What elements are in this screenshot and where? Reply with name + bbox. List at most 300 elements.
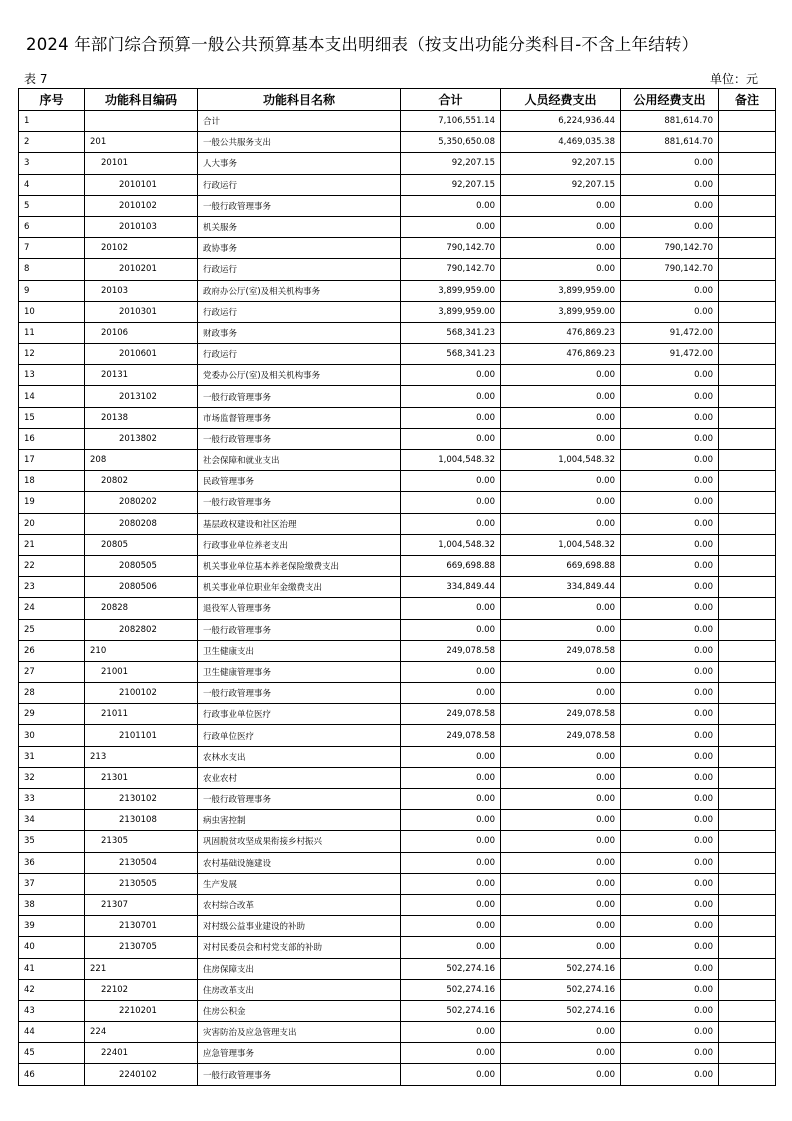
function-code: 20102 [85, 238, 198, 259]
note [719, 810, 776, 831]
function-name: 合计 [198, 111, 401, 132]
note [719, 598, 776, 619]
function-code: 201 [85, 132, 198, 153]
total-amount: 92,207.15 [401, 153, 501, 174]
function-name: 市场监督管理事务 [198, 407, 401, 428]
function-code: 2130505 [85, 873, 198, 894]
personnel-amount: 0.00 [501, 238, 621, 259]
total-amount: 3,899,959.00 [401, 280, 501, 301]
note [719, 174, 776, 195]
personnel-amount: 92,207.15 [501, 174, 621, 195]
public-amount: 91,472.00 [621, 322, 719, 343]
note [719, 979, 776, 1000]
row-number: 20 [19, 513, 85, 534]
note [719, 386, 776, 407]
public-amount: 0.00 [621, 428, 719, 449]
function-code: 2010601 [85, 344, 198, 365]
table-row [19, 958, 776, 979]
header-personnel: 人员经费支出 [501, 89, 621, 111]
total-amount: 502,274.16 [401, 979, 501, 1000]
row-number: 19 [19, 492, 85, 513]
personnel-amount: 249,078.58 [501, 640, 621, 661]
function-name: 一般公共服务支出 [198, 132, 401, 153]
row-number: 18 [19, 471, 85, 492]
total-amount: 568,341.23 [401, 344, 501, 365]
function-name: 一般行政管理事务 [198, 789, 401, 810]
public-amount: 0.00 [621, 534, 719, 555]
total-amount: 502,274.16 [401, 958, 501, 979]
note [719, 322, 776, 343]
function-name: 卫生健康支出 [198, 640, 401, 661]
note [719, 1022, 776, 1043]
table-row [19, 1064, 776, 1085]
personnel-amount: 0.00 [501, 216, 621, 237]
note [719, 937, 776, 958]
total-amount: 0.00 [401, 216, 501, 237]
table-row [19, 259, 776, 280]
table-row [19, 471, 776, 492]
table-row [19, 937, 776, 958]
total-amount: 0.00 [401, 492, 501, 513]
table-row [19, 894, 776, 915]
function-code: 20828 [85, 598, 198, 619]
personnel-amount: 476,869.23 [501, 344, 621, 365]
table-row [19, 1000, 776, 1021]
personnel-amount: 0.00 [501, 1043, 621, 1064]
function-name: 行政运行 [198, 344, 401, 365]
table-row [19, 513, 776, 534]
row-number: 2 [19, 132, 85, 153]
row-number: 14 [19, 386, 85, 407]
function-name: 农村综合改革 [198, 894, 401, 915]
note [719, 725, 776, 746]
function-code: 2240102 [85, 1064, 198, 1085]
table-row [19, 1043, 776, 1064]
table-row [19, 810, 776, 831]
row-number: 5 [19, 195, 85, 216]
function-code: 210 [85, 640, 198, 661]
total-amount: 0.00 [401, 937, 501, 958]
table-row [19, 132, 776, 153]
public-amount: 0.00 [621, 280, 719, 301]
function-name: 灾害防治及应急管理支出 [198, 1022, 401, 1043]
public-amount: 0.00 [621, 577, 719, 598]
function-code: 20131 [85, 365, 198, 386]
function-code: 22401 [85, 1043, 198, 1064]
table-row [19, 195, 776, 216]
function-code: 2013802 [85, 428, 198, 449]
personnel-amount: 669,698.88 [501, 555, 621, 576]
function-code: 2082802 [85, 619, 198, 640]
table-row [19, 534, 776, 555]
total-amount: 0.00 [401, 810, 501, 831]
note [719, 958, 776, 979]
row-number: 15 [19, 407, 85, 428]
function-code: 20805 [85, 534, 198, 555]
note [719, 873, 776, 894]
table-row [19, 174, 776, 195]
header-row [19, 89, 776, 111]
total-amount: 790,142.70 [401, 259, 501, 280]
personnel-amount: 249,078.58 [501, 725, 621, 746]
function-name: 农村基础设施建设 [198, 852, 401, 873]
public-amount: 0.00 [621, 1064, 719, 1085]
total-amount: 0.00 [401, 598, 501, 619]
table-row [19, 916, 776, 937]
total-amount: 7,106,551.14 [401, 111, 501, 132]
note [719, 789, 776, 810]
function-code: 20103 [85, 280, 198, 301]
personnel-amount: 1,004,548.32 [501, 450, 621, 471]
total-amount: 0.00 [401, 683, 501, 704]
total-amount: 0.00 [401, 619, 501, 640]
total-amount: 0.00 [401, 894, 501, 915]
table-row [19, 365, 776, 386]
personnel-amount: 0.00 [501, 916, 621, 937]
row-number: 6 [19, 216, 85, 237]
function-name: 住房保障支出 [198, 958, 401, 979]
row-number: 12 [19, 344, 85, 365]
public-amount: 0.00 [621, 873, 719, 894]
function-name: 一般行政管理事务 [198, 492, 401, 513]
function-name: 基层政权建设和社区治理 [198, 513, 401, 534]
function-code: 2013102 [85, 386, 198, 407]
public-amount: 0.00 [621, 619, 719, 640]
total-amount: 334,849.44 [401, 577, 501, 598]
function-code: 213 [85, 746, 198, 767]
row-number: 43 [19, 1000, 85, 1021]
function-code: 20101 [85, 153, 198, 174]
note [719, 259, 776, 280]
function-code: 21011 [85, 704, 198, 725]
total-amount: 5,350,650.08 [401, 132, 501, 153]
row-number: 46 [19, 1064, 85, 1085]
function-code: 2010101 [85, 174, 198, 195]
note [719, 1043, 776, 1064]
note [719, 216, 776, 237]
public-amount: 0.00 [621, 492, 719, 513]
row-number: 41 [19, 958, 85, 979]
note [719, 534, 776, 555]
row-number: 16 [19, 428, 85, 449]
function-code: 2080202 [85, 492, 198, 513]
table-row [19, 577, 776, 598]
table-row [19, 386, 776, 407]
function-name: 一般行政管理事务 [198, 386, 401, 407]
row-number: 35 [19, 831, 85, 852]
note [719, 238, 776, 259]
total-amount: 1,004,548.32 [401, 450, 501, 471]
note [719, 555, 776, 576]
personnel-amount: 1,004,548.32 [501, 534, 621, 555]
total-amount: 0.00 [401, 365, 501, 386]
function-name: 政府办公厅(室)及相关机构事务 [198, 280, 401, 301]
personnel-amount: 0.00 [501, 767, 621, 788]
row-number: 36 [19, 852, 85, 873]
function-name: 巩固脱贫攻坚成果衔接乡村振兴 [198, 831, 401, 852]
personnel-amount: 0.00 [501, 619, 621, 640]
total-amount: 249,078.58 [401, 640, 501, 661]
personnel-amount: 0.00 [501, 789, 621, 810]
table-body [19, 111, 776, 1086]
function-code: 21305 [85, 831, 198, 852]
note [719, 661, 776, 682]
table-row [19, 704, 776, 725]
row-number: 25 [19, 619, 85, 640]
public-amount: 881,614.70 [621, 132, 719, 153]
table-row [19, 322, 776, 343]
note [719, 450, 776, 471]
table-row [19, 301, 776, 322]
function-code: 2130701 [85, 916, 198, 937]
table-row [19, 767, 776, 788]
public-amount: 0.00 [621, 1043, 719, 1064]
personnel-amount: 0.00 [501, 471, 621, 492]
function-code: 21307 [85, 894, 198, 915]
function-name: 退役军人管理事务 [198, 598, 401, 619]
row-number: 26 [19, 640, 85, 661]
function-code: 2080208 [85, 513, 198, 534]
function-code: 2010201 [85, 259, 198, 280]
function-name: 行政运行 [198, 174, 401, 195]
function-name: 财政事务 [198, 322, 401, 343]
note [719, 1000, 776, 1021]
public-amount: 0.00 [621, 513, 719, 534]
note [719, 195, 776, 216]
public-amount: 0.00 [621, 407, 719, 428]
function-name: 农林水支出 [198, 746, 401, 767]
note [719, 1064, 776, 1085]
function-code: 20106 [85, 322, 198, 343]
public-amount: 0.00 [621, 704, 719, 725]
personnel-amount: 0.00 [501, 852, 621, 873]
total-amount: 1,004,548.32 [401, 534, 501, 555]
function-code: 2010103 [85, 216, 198, 237]
personnel-amount: 0.00 [501, 513, 621, 534]
public-amount: 0.00 [621, 937, 719, 958]
table-row [19, 683, 776, 704]
function-name: 党委办公厅(室)及相关机构事务 [198, 365, 401, 386]
total-amount: 0.00 [401, 831, 501, 852]
table-row [19, 492, 776, 513]
function-name: 行政事业单位养老支出 [198, 534, 401, 555]
row-number: 8 [19, 259, 85, 280]
header-note: 备注 [719, 89, 776, 111]
total-amount: 3,899,959.00 [401, 301, 501, 322]
row-number: 30 [19, 725, 85, 746]
function-name: 行政单位医疗 [198, 725, 401, 746]
function-code: 2130102 [85, 789, 198, 810]
total-amount: 92,207.15 [401, 174, 501, 195]
personnel-amount: 0.00 [501, 407, 621, 428]
public-amount: 0.00 [621, 598, 719, 619]
row-number: 21 [19, 534, 85, 555]
table-row [19, 640, 776, 661]
table-number: 表 7 [24, 72, 48, 86]
function-code: 208 [85, 450, 198, 471]
function-name: 人大事务 [198, 153, 401, 174]
function-code: 2010102 [85, 195, 198, 216]
public-amount: 0.00 [621, 640, 719, 661]
row-number: 39 [19, 916, 85, 937]
table-row [19, 598, 776, 619]
public-amount: 0.00 [621, 831, 719, 852]
public-amount: 0.00 [621, 725, 719, 746]
table-row [19, 746, 776, 767]
personnel-amount: 92,207.15 [501, 153, 621, 174]
public-amount: 0.00 [621, 979, 719, 1000]
personnel-amount: 3,899,959.00 [501, 280, 621, 301]
table-row [19, 831, 776, 852]
row-number: 22 [19, 555, 85, 576]
row-number: 42 [19, 979, 85, 1000]
function-name: 生产发展 [198, 873, 401, 894]
public-amount: 0.00 [621, 1000, 719, 1021]
personnel-amount: 0.00 [501, 937, 621, 958]
personnel-amount: 0.00 [501, 598, 621, 619]
total-amount: 0.00 [401, 873, 501, 894]
table-row [19, 979, 776, 1000]
function-name: 住房改革支出 [198, 979, 401, 1000]
personnel-amount: 502,274.16 [501, 1000, 621, 1021]
total-amount: 0.00 [401, 916, 501, 937]
row-number: 37 [19, 873, 85, 894]
public-amount: 0.00 [621, 301, 719, 322]
function-code: 221 [85, 958, 198, 979]
personnel-amount: 0.00 [501, 810, 621, 831]
public-amount: 0.00 [621, 450, 719, 471]
function-name: 农业农村 [198, 767, 401, 788]
total-amount: 0.00 [401, 1022, 501, 1043]
note [719, 916, 776, 937]
personnel-amount: 0.00 [501, 683, 621, 704]
note [719, 619, 776, 640]
function-name: 机关服务 [198, 216, 401, 237]
unit-label: 单位：元 [709, 72, 758, 86]
note [719, 683, 776, 704]
function-code: 20138 [85, 407, 198, 428]
header-public: 公用经费支出 [621, 89, 719, 111]
personnel-amount: 0.00 [501, 259, 621, 280]
function-name: 对村民委员会和村党支部的补助 [198, 937, 401, 958]
function-code: 2010301 [85, 301, 198, 322]
table-row [19, 280, 776, 301]
total-amount: 0.00 [401, 767, 501, 788]
function-name: 行政事业单位医疗 [198, 704, 401, 725]
function-code: 22102 [85, 979, 198, 1000]
table-row [19, 111, 776, 132]
note [719, 153, 776, 174]
note [719, 640, 776, 661]
total-amount: 0.00 [401, 852, 501, 873]
row-number: 44 [19, 1022, 85, 1043]
function-code: 2101101 [85, 725, 198, 746]
public-amount: 0.00 [621, 789, 719, 810]
personnel-amount: 0.00 [501, 1022, 621, 1043]
public-amount: 0.00 [621, 1022, 719, 1043]
personnel-amount: 502,274.16 [501, 979, 621, 1000]
function-name: 行政运行 [198, 301, 401, 322]
function-name: 机关事业单位基本养老保险缴费支出 [198, 555, 401, 576]
function-name: 卫生健康管理事务 [198, 661, 401, 682]
note [719, 746, 776, 767]
function-name: 一般行政管理事务 [198, 683, 401, 704]
function-code: 2080505 [85, 555, 198, 576]
public-amount: 0.00 [621, 852, 719, 873]
row-number: 29 [19, 704, 85, 725]
public-amount: 0.00 [621, 174, 719, 195]
personnel-amount: 0.00 [501, 894, 621, 915]
note [719, 577, 776, 598]
public-amount: 0.00 [621, 894, 719, 915]
personnel-amount: 0.00 [501, 661, 621, 682]
row-number: 11 [19, 322, 85, 343]
public-amount: 0.00 [621, 958, 719, 979]
total-amount: 0.00 [401, 661, 501, 682]
note [719, 365, 776, 386]
table-row [19, 344, 776, 365]
total-amount: 0.00 [401, 407, 501, 428]
note [719, 428, 776, 449]
row-number: 34 [19, 810, 85, 831]
personnel-amount: 502,274.16 [501, 958, 621, 979]
personnel-amount: 3,899,959.00 [501, 301, 621, 322]
personnel-amount: 0.00 [501, 386, 621, 407]
total-amount: 669,698.88 [401, 555, 501, 576]
table-row [19, 428, 776, 449]
total-amount: 502,274.16 [401, 1000, 501, 1021]
public-amount: 91,472.00 [621, 344, 719, 365]
row-number: 38 [19, 894, 85, 915]
header-no: 序号 [19, 89, 85, 111]
total-amount: 0.00 [401, 1043, 501, 1064]
public-amount: 0.00 [621, 386, 719, 407]
table-row [19, 407, 776, 428]
function-name: 住房公积金 [198, 1000, 401, 1021]
note [719, 132, 776, 153]
table-row [19, 555, 776, 576]
row-number: 32 [19, 767, 85, 788]
public-amount: 0.00 [621, 767, 719, 788]
note [719, 767, 776, 788]
function-name: 一般行政管理事务 [198, 1064, 401, 1085]
public-amount: 0.00 [621, 216, 719, 237]
note [719, 280, 776, 301]
table-row [19, 1022, 776, 1043]
row-number: 3 [19, 153, 85, 174]
function-code: 21301 [85, 767, 198, 788]
table-row [19, 619, 776, 640]
personnel-amount: 0.00 [501, 492, 621, 513]
function-code: 2130108 [85, 810, 198, 831]
row-number: 31 [19, 746, 85, 767]
public-amount: 0.00 [621, 471, 719, 492]
note [719, 704, 776, 725]
public-amount: 0.00 [621, 916, 719, 937]
total-amount: 249,078.58 [401, 704, 501, 725]
table-row [19, 216, 776, 237]
function-name: 病虫害控制 [198, 810, 401, 831]
total-amount: 568,341.23 [401, 322, 501, 343]
row-number: 40 [19, 937, 85, 958]
row-number: 33 [19, 789, 85, 810]
function-code: 2130705 [85, 937, 198, 958]
table-row [19, 873, 776, 894]
header-code: 功能科目编码 [85, 89, 198, 111]
function-code [85, 111, 198, 132]
function-name: 民政管理事务 [198, 471, 401, 492]
row-number: 4 [19, 174, 85, 195]
